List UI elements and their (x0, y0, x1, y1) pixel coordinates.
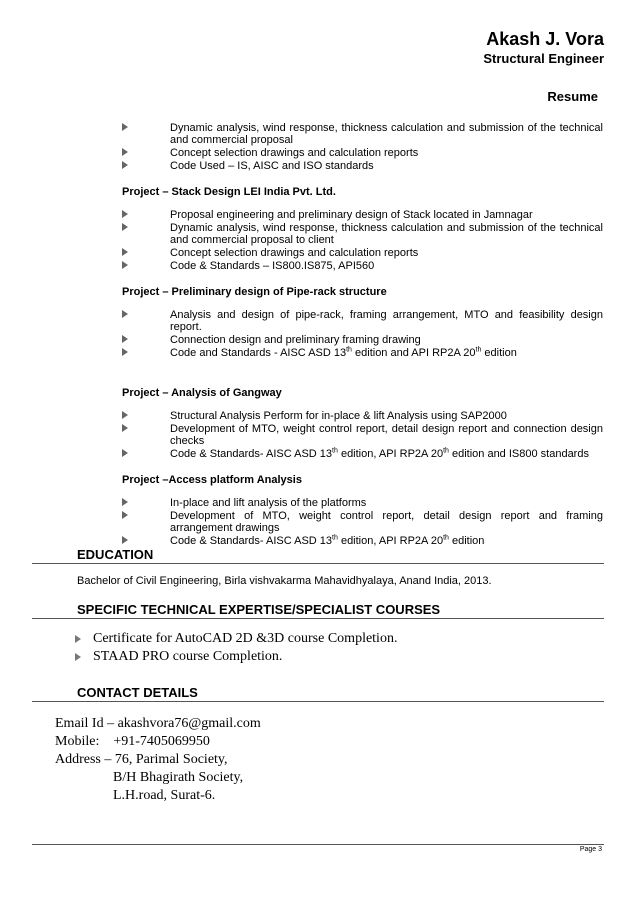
footer-divider (32, 844, 604, 845)
project-title: Project – Preliminary design of Pipe-rack structure (122, 286, 387, 298)
bullet-arrow-icon (122, 449, 128, 457)
section-divider (32, 563, 604, 564)
education-heading: EDUCATION (77, 547, 154, 562)
bullet-text: Proposal engineering and preliminary design of Stack located in Jamnagar (170, 209, 533, 221)
bullet-item (122, 247, 603, 259)
contact-mobile: Mobile: +91-7405069950 (55, 734, 210, 749)
bullet-item (122, 347, 603, 359)
bullet-arrow-icon (122, 210, 128, 218)
bullet-item (122, 260, 603, 272)
course-item: STAAD PRO course Completion. (75, 648, 397, 666)
bullet-text: In-place and lift analysis of the platforms (170, 497, 367, 509)
project-title: Project – Analysis of Gangway (122, 387, 282, 399)
candidate-name: Akash J. Vora (486, 29, 604, 49)
bullet-text: Structural Analysis Perform for in-place & lift Analysis using SAP2000 (170, 410, 507, 422)
contact-details (55, 715, 261, 805)
bullet-arrow-icon (122, 511, 128, 519)
candidate-role: Structural Engineer (483, 51, 604, 66)
bullet-arrow-icon (122, 411, 128, 419)
course-item: Certificate for AutoCAD 2D &3D course Completion. (75, 630, 397, 648)
bullet-text: Code Used – IS, AISC and ISO standards (170, 160, 374, 172)
bullet-arrow-icon (75, 635, 81, 643)
resume-header (483, 28, 604, 67)
bullet-text: Development of MTO, weight control report, detail design report and framing arrangement drawings (170, 510, 603, 534)
page-number: Page 3 (579, 846, 602, 853)
bullet-item (122, 535, 603, 547)
section-divider (32, 618, 604, 619)
bullet-arrow-icon (122, 498, 128, 506)
bullet-arrow-icon (122, 335, 128, 343)
bullet-item (122, 497, 603, 509)
bullet-arrow-icon (122, 148, 128, 156)
bullet-text: Dynamic analysis, wind response, thickness calculation and submission of the technical and commercial proposal to client (170, 222, 603, 246)
contact-address-line: B/H Bhagirath Society, (113, 770, 244, 785)
bullet-arrow-icon (122, 310, 128, 318)
bullet-item (122, 510, 603, 534)
bullet-text: Code and Standards - AISC ASD 13th edition and API RP2A 20th edition (170, 346, 517, 359)
bullet-arrow-icon (122, 248, 128, 256)
bullet-text: Analysis and design of pipe-rack, framing arrangement, MTO and feasibility design report. (170, 309, 603, 333)
bullet-arrow-icon (122, 123, 128, 131)
expertise-heading: SPECIFIC TECHNICAL EXPERTISE/SPECIALIST COURSES (77, 602, 441, 617)
bullet-item (122, 122, 603, 146)
bullet-arrow-icon (122, 424, 128, 432)
bullet-text: Code & Standards- AISC ASD 13th edition, API RP2A 20th edition and IS800 standards (170, 447, 589, 460)
bullet-text: Concept selection drawings and calculation reports (170, 247, 419, 259)
bullet-item (122, 222, 603, 246)
bullet-item (122, 309, 603, 333)
bullet-text: Concept selection drawings and calculation reports (170, 147, 419, 159)
bullet-arrow-icon (122, 536, 128, 544)
contact-address-line: Address – 76, Parimal Society, (55, 752, 228, 767)
projects-block (122, 122, 603, 547)
project-title: Project –Access platform Analysis (122, 474, 302, 486)
bullet-item (122, 209, 603, 221)
course-list (75, 630, 397, 666)
bullet-item (122, 160, 603, 172)
education-text: Bachelor of Civil Engineering, Birla vishvakarma Mahavidhyalaya, Anand India, 2013. (77, 575, 492, 587)
bullet-item (122, 334, 603, 346)
bullet-text: Development of MTO, weight control report, detail design report and connection design checks (170, 423, 603, 447)
bullet-text: Code & Standards- AISC ASD 13th edition, API RP2A 20th edition (170, 534, 485, 547)
bullet-text: Connection design and preliminary framing drawing (170, 334, 421, 346)
bullet-arrow-icon (122, 161, 128, 169)
bullet-item (122, 423, 603, 447)
contact-heading: CONTACT DETAILS (77, 685, 198, 700)
bullet-item (122, 410, 603, 422)
bullet-arrow-icon (75, 653, 81, 661)
bullet-text: Code & Standards – IS800.IS875, API560 (170, 260, 375, 272)
resume-label: Resume (547, 89, 598, 104)
bullet-arrow-icon (122, 261, 128, 269)
bullet-text: Dynamic analysis, wind response, thickness calculation and submission of the technical and commercial proposal (170, 122, 603, 146)
bullet-arrow-icon (122, 223, 128, 231)
bullet-item (122, 448, 603, 460)
section-divider (32, 701, 604, 702)
bullet-item (122, 147, 603, 159)
contact-address-line: L.H.road, Surat-6. (113, 788, 216, 803)
contact-email: Email Id – akashvora76@gmail.com (55, 716, 261, 731)
bullet-arrow-icon (122, 348, 128, 356)
project-title: Project – Stack Design LEI India Pvt. Ltd. (122, 186, 336, 198)
